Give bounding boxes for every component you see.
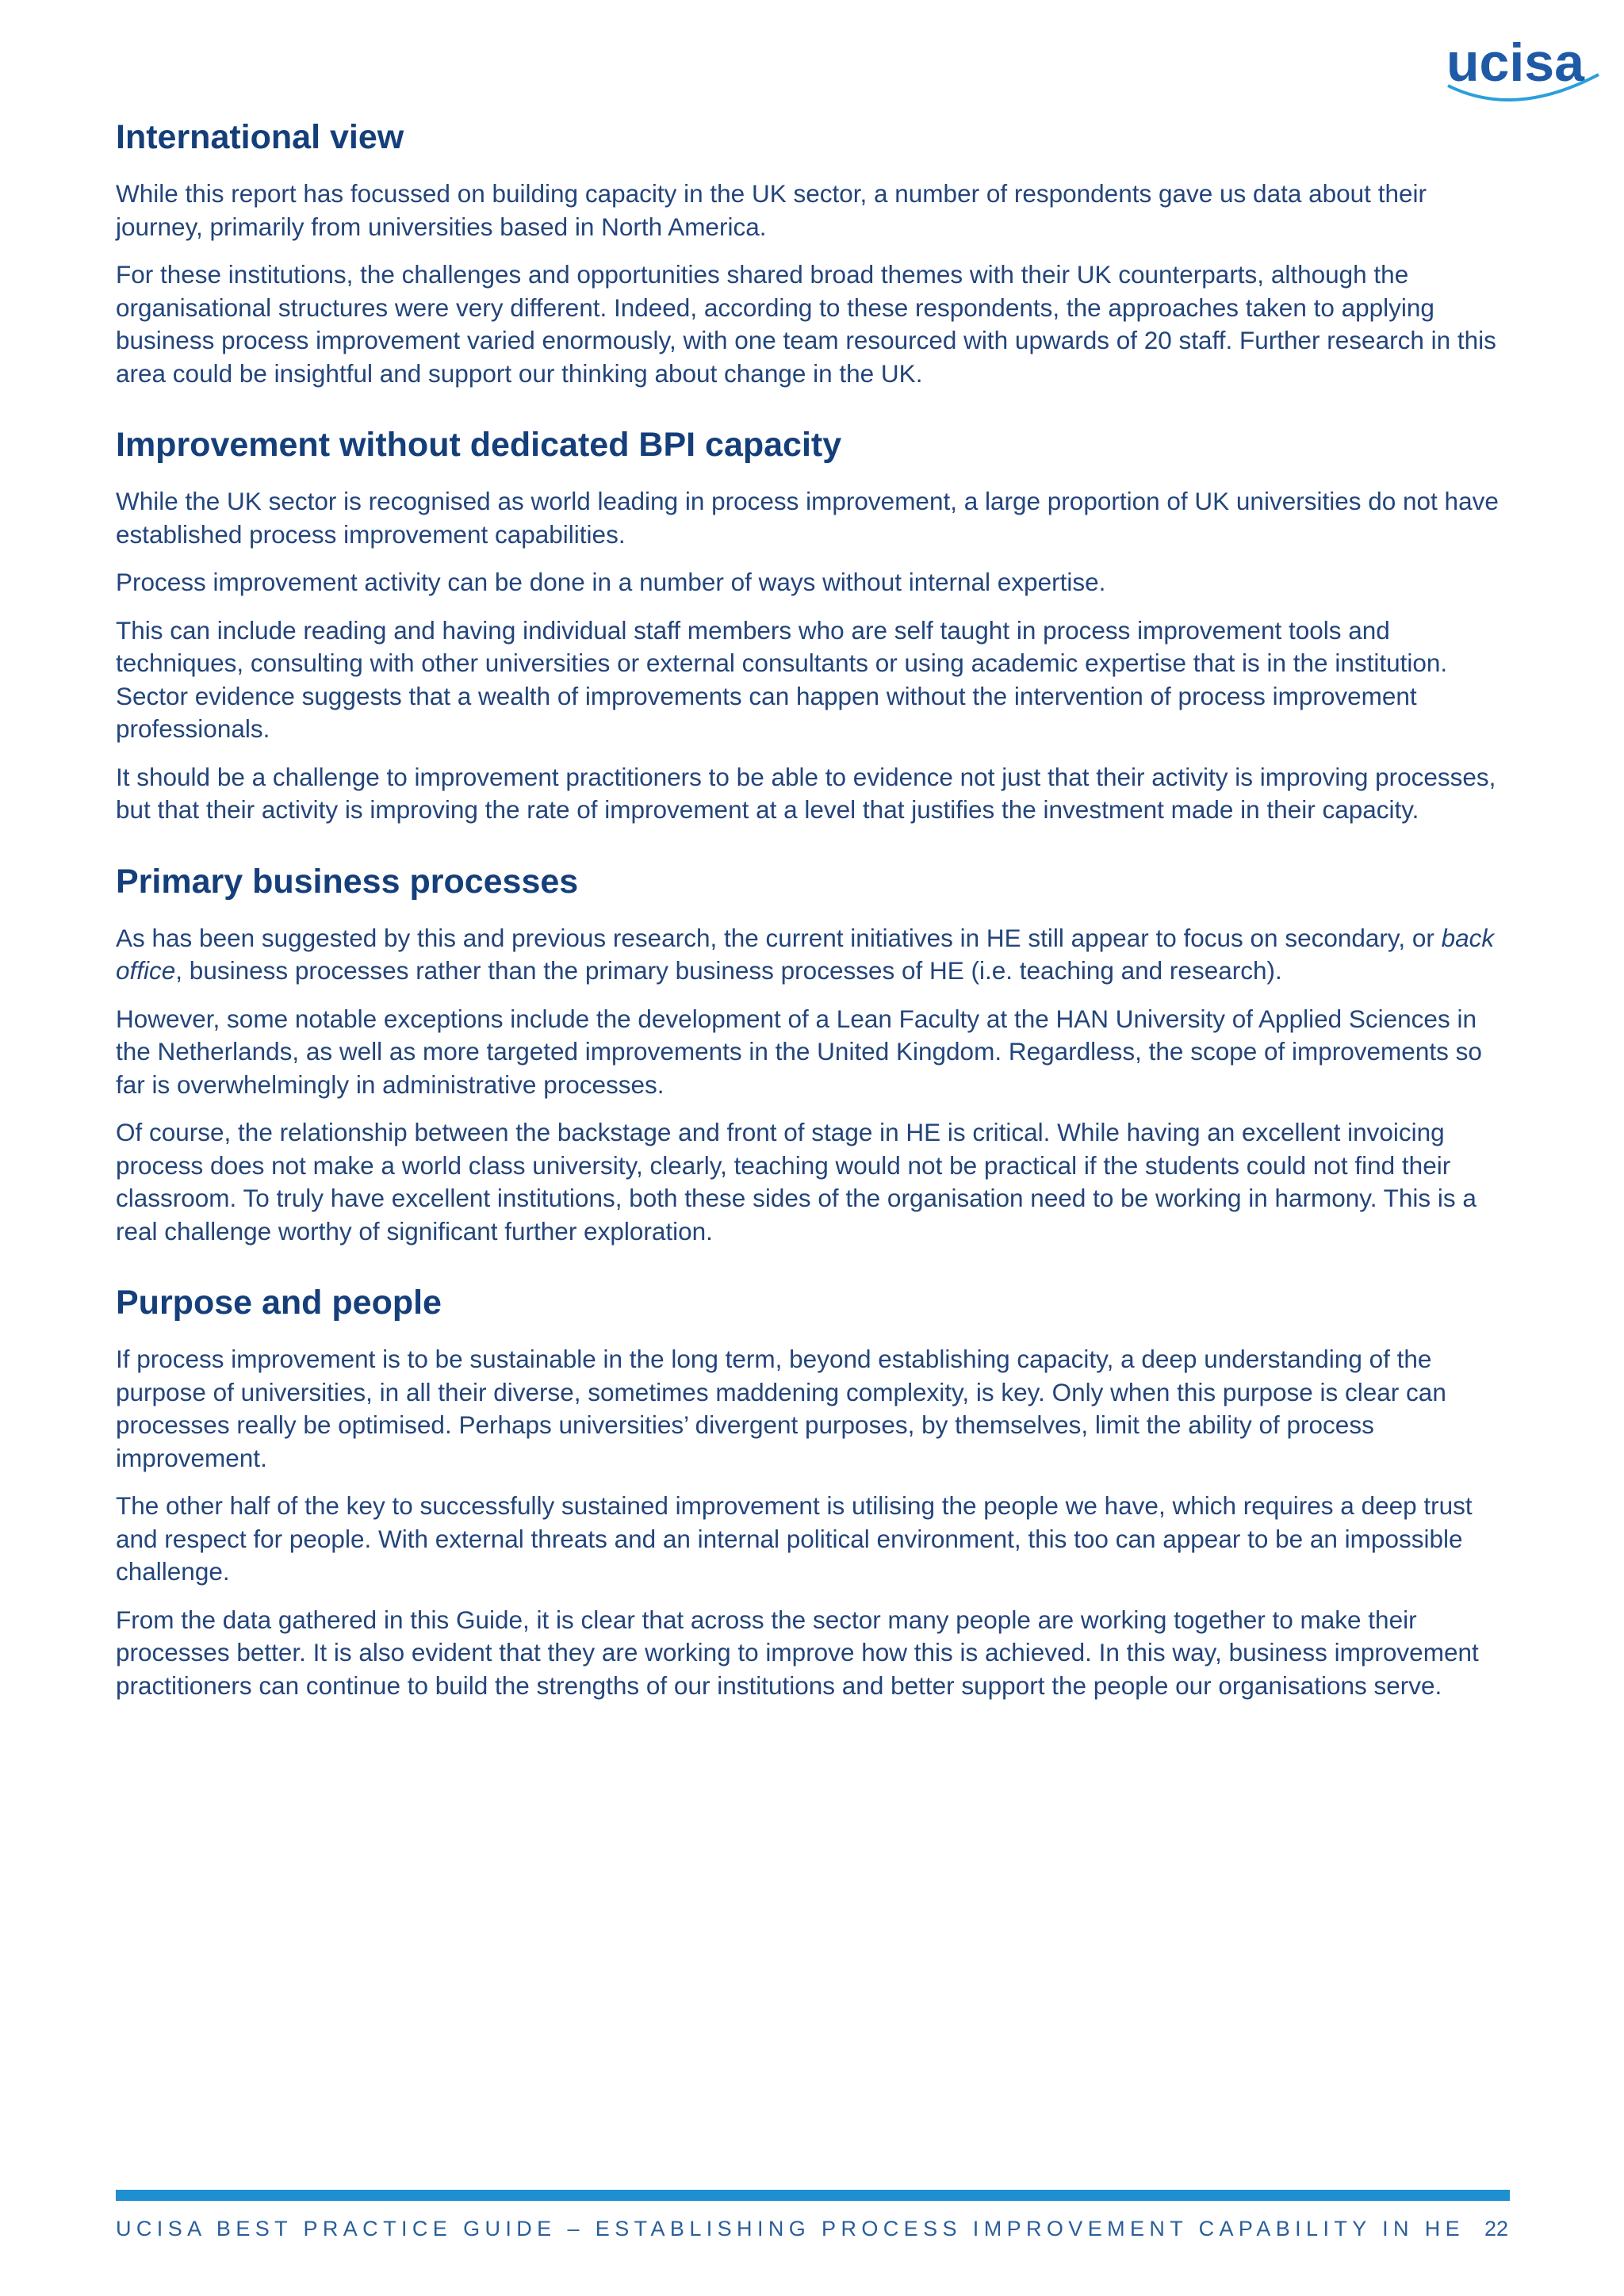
paragraph: Of course, the relationship between the backstage and front of stage in HE is critical. While having an excellent invoicing process does not make a world class university, clearly, teaching would not be practical if the students could not find their classroom. To truly have excellent institutions, both these sides of the organisation need to be working in harmony. This is a real challenge worthy of significant further exploration.: [116, 1118, 1477, 1246]
paragraph-text: As has been suggested by this and previous research, the current initiatives in HE still appear to focus on secondary, or: [116, 923, 1442, 952]
paragraph: For these institutions, the challenges and opportunities shared broad themes with their UK counterparts, although the organisational structures were very different. Indeed, according to these respondents, the approaches taken to applying business process improvement varied enormously, with one team resourced with upwards of 20 staff. Further research in this area could be insightful and support our thinking about change in the UK.: [116, 260, 1496, 388]
paragraph: However, some notable exceptions include the development of a Lean Faculty at the HAN University of Applied Sciences in the Netherlands, as well as more targeted improvements in the United Kingdom. Regardless, the scope of improvements so far is overwhelmingly in administrative processes.: [116, 1004, 1482, 1099]
section-heading: International view: [116, 118, 404, 156]
paragraph: [116, 922, 1511, 988]
page-number: 22: [1484, 2217, 1508, 2241]
section-primary-business-processes: [116, 860, 1511, 1249]
footer-divider: [116, 2190, 1510, 2201]
paragraph-text: , business processes rather than the primary business processes of HE (i.e. teaching and research).: [175, 956, 1282, 985]
logo-text: ucisa: [1446, 33, 1584, 93]
paragraph: It should be a challenge to improvement practitioners to be able to evidence not just that their activity is improving processes, but that their activity is improving the rate of improvement at a level that justifies the investment made in their capacity.: [116, 762, 1496, 824]
paragraph: If process improvement is to be sustainable in the long term, beyond establishing capacity, a deep understanding of the purpose of universities, in all their diverse, sometimes maddening complexity, is key. Only when this purpose is clear can processes really be optimised. Perhaps universities’ divergent purposes, by themselves, limit the ability of process improvement.: [116, 1345, 1446, 1472]
ucisa-logo: [1443, 24, 1602, 111]
emphasis-text: back office: [116, 923, 1495, 985]
paragraph: From the data gathered in this Guide, it is clear that across the sector many people are working together to make their processes better. It is also evident that they are working to improve how this is achieved. In this way, business improvement practitioners can continue to build the strengths of our institutions and better support the people our organisations serve.: [116, 1605, 1479, 1700]
paragraph: Process improvement activity can be done in a number of ways without internal expertise.: [116, 568, 1106, 596]
section-improvement-without-bpi: [116, 423, 1511, 827]
section-heading: Improvement without dedicated BPI capacity: [116, 426, 842, 464]
main-content: [116, 113, 1511, 1735]
paragraph: The other half of the key to successfully sustained improvement is utilising the people we have, which requires a deep trust and respect for people. With external threats and an internal political environment, this too can appear to be an impossible challenge.: [116, 1491, 1473, 1586]
section-heading: Purpose and people: [116, 1284, 442, 1322]
section-purpose-and-people: [116, 1281, 1511, 1702]
paragraph: While the UK sector is recognised as world leading in process improvement, a large proportion of UK universities do not have established process improvement capabilities.: [116, 487, 1499, 549]
paragraph: This can include reading and having individual staff members who are self taught in process improvement tools and techniques, consulting with other universities or external consultants or using academic expertise that is in the institution. Sector evidence suggests that a wealth of improvements can happen without the intervention of process improvement professionals.: [116, 615, 1448, 743]
footer-title: UCISA BEST PRACTICE GUIDE – ESTABLISHING PROCESS IMPROVEMENT CAPABILITY IN HE: [116, 2217, 1465, 2241]
paragraph: While this report has focussed on building capacity in the UK sector, a number of respondents gave us data about their journey, primarily from universities based in North America.: [116, 179, 1427, 241]
section-international-view: [116, 116, 1511, 390]
section-heading: Primary business processes: [116, 862, 579, 901]
